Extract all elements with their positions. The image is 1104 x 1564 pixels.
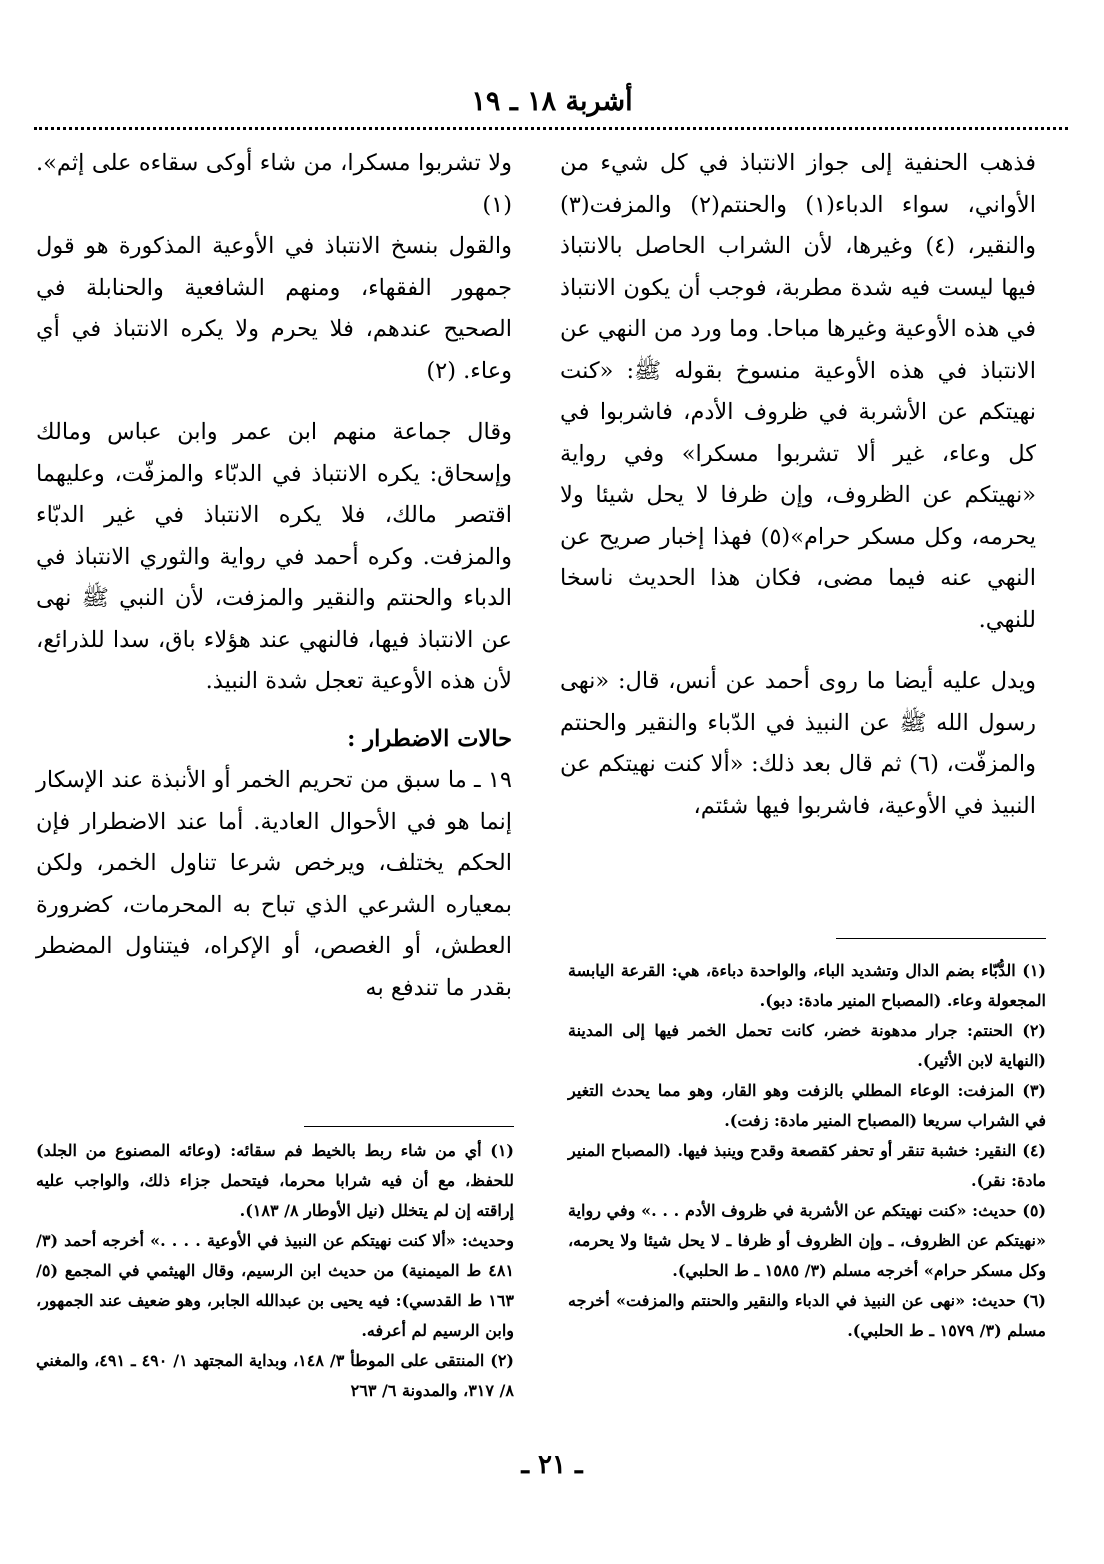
section-heading: حالات الاضطرار : — [347, 725, 512, 752]
right-paragraph-1: فذهب الحنفية إلى جواز الانتباذ في كل شيء من الأواني، سواء الدباء(١) والحنتم(٢) والمزفت(٣) والنقير، (٤) وغيرها، لأن الشراب الحاصل بالانتباذ فيها ليست فيه شدة مطربة، فوجب أن يكون الانتباذ في هذه الأوعية وغيرها مباحا. وما ورد من النهي عن الانتباذ في هذه الأوعية منسوخ بقوله ﷺ: «كنت نهيتكم عن الأشربة في ظروف الأدم، فاشربوا في كل وعاء، غير ألا تشربوا مسكرا» وفي رواية «نهيتكم عن الظروف، وإن ظرفا لا يحل شيئا ولا يحرمه، وكل مسكر حرام»(٥) فهذا إخبار صريح عن النهي عنه فيما مضى، فكان هذا الحديث ناسخا للنهي. — [559, 150, 1037, 633]
left-paragraph-2: والقول بنسخ الانتباذ في الأوعية المذكورة هو قول جمهور الفقهاء، ومنهم الشافعية والحنابلة في الصحيح عندهم، فلا يحرم ولا يكره الانتباذ في أي وعاء. (٢) — [36, 233, 512, 384]
footnotes-right — [568, 956, 1046, 1346]
footnote-left-2: وحديث: «ألا كنت نهيتكم عن النبيذ في الأوعية . . . .» أخرجه أحمد (٣/ ٤٨١ ط الميمنية) من حديث ابن الرسيم، وقال الهيثمي في المجمع (٥/ ١٦٣ ط القدسي): فيه يحيى بن عبدالله الجابر، وهو ضعيف عند الجمهور، وابن الرسيم لم أعرفه. — [36, 1231, 514, 1340]
footnote-right-6: (٦) حديث: «نهى عن النبيذ في الدباء والنقير والحنتم والمزفت» أخرجه مسلم (٣/ ١٥٧٩ ـ ط الحلبي). — [568, 1291, 1046, 1340]
footnote-right-5: (٥) حديث: «كنت نهيتكم عن الأشربة في ظروف الأدم . . .» وفي رواية «نهيتكم عن الظروف، ـ وإن الظروف أو ظرفا ـ لا يحل شيئا ولا يحرمه، وكل مسكر حرام» أخرجه مسلم (٣/ ١٥٨٥ ـ ط الحلبي). — [568, 1201, 1047, 1280]
left-paragraph-1: ولا تشربوا مسكرا، من شاء أوكى سقاءه على إثم». (١) — [36, 150, 512, 218]
page-number: ـ ٢١ ـ — [521, 1450, 583, 1480]
footnote-right-4: (٤) النقير: خشبة تنقر أو تحفر كقصعة وقدح وينبذ فيها. (المصباح المنير مادة: نقر). — [568, 1141, 1046, 1190]
footnote-left-3: (٢) المنتقى على الموطأ ٣/ ١٤٨، وبداية المجتهد ١/ ٤٩٠ ـ ٤٩١، والمغني ٨/ ٣١٧، والمدونة ٦/ ٢٦٣ — [36, 1351, 514, 1400]
footnote-right-3: (٣) المزفت: الوعاء المطلي بالزفت وهو القار، وهو مما يحدث التغير في الشراب سريعا (المصباح المنير مادة: زفت). — [568, 1081, 1046, 1130]
footnote-left-1: (١) أي من شاء ربط بالخيط فم سقائه: (وعائه المصنوع من الجلد) للحفظ، مع أن فيه شرابا محرما، فيتحمل جزاء ذلك، والواجب عليه إراقته إن لم يتخلل (نيل الأوطار ٨/ ١٨٣). — [36, 1141, 514, 1220]
footnote-right-2: (٢) الحنتم: جرار مدهونة خضر، كانت تحمل الخمر فيها إلى المدينة (النهاية لابن الأثير). — [568, 1021, 1046, 1070]
left-column — [36, 143, 512, 1009]
footnote-separator-right — [836, 938, 1046, 939]
footnote-separator-left — [304, 1126, 514, 1127]
footnotes-left — [36, 1136, 514, 1406]
left-paragraph-3: وقال جماعة منهم ابن عمر وابن عباس ومالك وإسحاق: يكره الانتباذ في الدبّاء والمزفّت، وعليهما اقتصر مالك، فلا يكره الانتباذ في غير الدبّاء والمزفت. وكره أحمد في رواية والثوري الانتباذ في الدباء والحنتم والنقير والمزفت، لأن النبي ﷺ نهى عن الانتباذ فيها، فالنهي عند هؤلاء باق، سدا للذرائع، لأن هذه الأوعية تعجل شدة النبيذ. — [36, 419, 512, 694]
footnote-right-1: (١) الدُّبّاء بضم الدال وتشديد الباء، والواحدة دباءة، هي: القرعة اليابسة المجعولة وعاء. (المصباح المنير مادة: دبو). — [568, 961, 1046, 1010]
running-header: أشربة ١٨ ـ ١٩ — [471, 86, 633, 117]
header-dotted-rule — [34, 127, 1068, 130]
left-paragraph-4: ١٩ ـ ما سبق من تحريم الخمر أو الأنبذة عند الإسكار إنما هو في الأحوال العادية. أما عند الاضطرار فإن الحكم يختلف، ويرخص شرعا تناول الخمر، ولكن بمعياره الشرعي الذي تباح به المحرمات، كضرورة العطش، أو الغصص، أو الإكراه، فيتناول المضطر بقدر ما تندفع به — [36, 767, 512, 1001]
right-paragraph-2: ويدل عليه أيضا ما روى أحمد عن أنس، قال: «نهى رسول الله ﷺ عن النبيذ في الدّباء والنقير والحنتم والمزفّت، (٦) ثم قال بعد ذلك: «ألا كنت نهيتكم عن النبيذ في الأوعية، فاشربوا فيها شئتم، — [560, 668, 1036, 819]
right-column — [560, 143, 1036, 827]
